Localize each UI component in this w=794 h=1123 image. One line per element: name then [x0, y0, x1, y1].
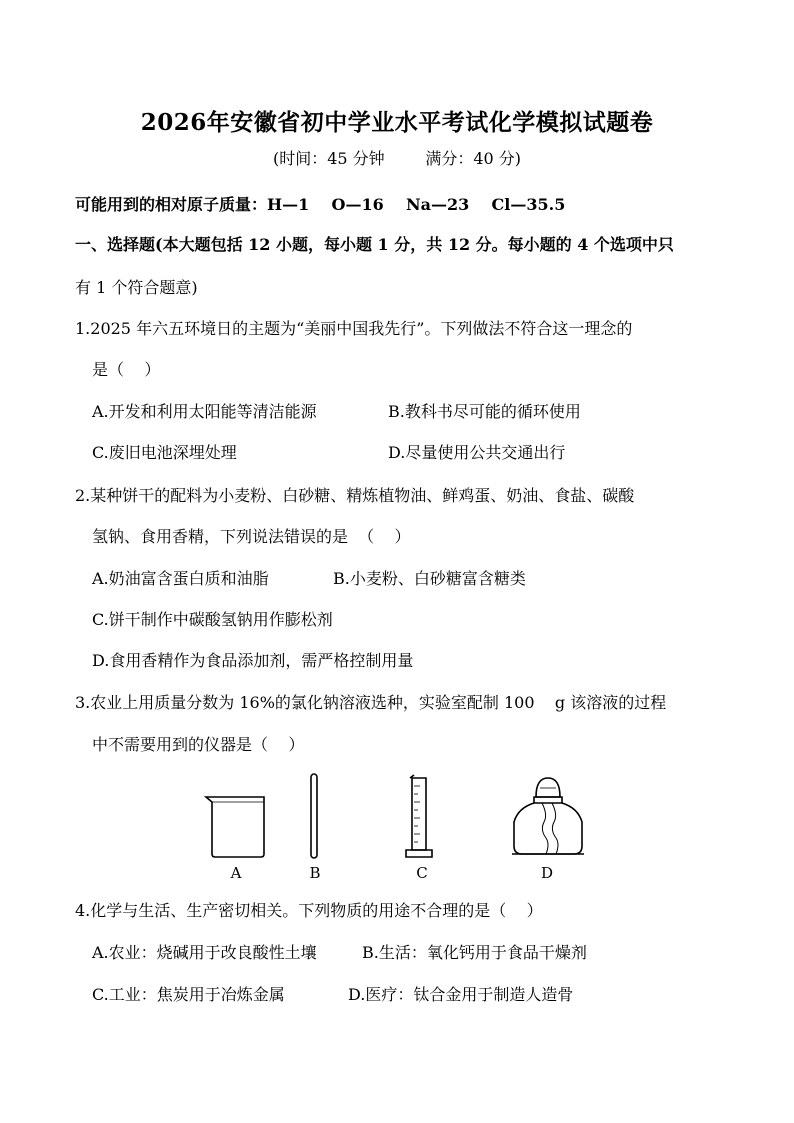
- figure-label-b: B: [309, 864, 321, 882]
- q1-option-a: A.开发和利用太阳能等清洁能源: [92, 402, 317, 421]
- q4-option-c: C.工业：焦炭用于冶炼金属: [92, 985, 285, 1004]
- q2-stem-line1: 2.某种饼干的配料为小麦粉、白砂糖、精炼植物油、鲜鸡蛋、奶油、食盐、碳酸: [75, 486, 635, 505]
- q4-option-a: A.农业：烧碱用于改良酸性土壤: [92, 943, 317, 962]
- q3-stem-line1: 3.农业上用质量分数为 16%的氯化钠溶液选种，实验室配制 100 g 该溶液的过程: [75, 693, 667, 712]
- figure-label-d: D: [540, 864, 554, 882]
- q1-stem-line1: 1.2025 年六五环境日的主题为“美丽中国我先行”。下列做法不符合这一理念的: [75, 319, 633, 338]
- figure-label-c: C: [416, 864, 428, 882]
- q1-option-d: D.尽量使用公共交通出行: [388, 443, 566, 462]
- q1-stem-line2: 是（ ）: [92, 360, 161, 379]
- alcohol-lamp-icon: [512, 778, 584, 854]
- beaker-icon: [206, 797, 264, 857]
- section-one-line2: 有 1 个符合题意): [75, 278, 198, 297]
- q1-option-b: B.教科书尽可能的循环使用: [388, 402, 581, 421]
- graduated-cylinder-icon: [406, 775, 432, 857]
- q3-instrument-figure: [196, 770, 596, 885]
- q2-option-c: C.饼干制作中碳酸氢钠用作膨松剂: [92, 610, 333, 629]
- exam-title: 2026年安徽省初中学业水平考试化学模拟试题卷: [140, 109, 654, 136]
- glass-rod-icon: [311, 774, 317, 858]
- q3-stem-line2: 中不需要用到的仪器是（ ）: [92, 735, 305, 754]
- q4-option-b: B.生活：氧化钙用于食品干燥剂: [362, 943, 587, 962]
- q2-option-d: D.食用香精作为食品添加剂，需严格控制用量: [92, 651, 414, 670]
- q4-stem-line1: 4.化学与生活、生产密切相关。下列物质的用途不合理的是（ ）: [75, 901, 543, 920]
- q2-option-a: A.奶油富含蛋白质和油脂: [92, 569, 269, 588]
- q2-option-b: B.小麦粉、白砂糖富含糖类: [333, 569, 526, 588]
- section-one-heading: [75, 232, 674, 255]
- section-one-line1: 一、选择题(本大题包括 12 小题，每小题 1 分，共 12 分。每小题的 4 个选项中只: [75, 235, 674, 254]
- figure-label-a: A: [230, 864, 242, 882]
- q1-option-c: C.废旧电池深埋处理: [92, 443, 237, 462]
- q2-stem-line2: 氢钠、食用香精，下列说法错误的是 （ ）: [92, 527, 411, 546]
- atomic-masses-line: 可能用到的相对原子质量：H—1 O—16 Na—23 Cl—35.5: [75, 195, 566, 214]
- q4-option-d: D.医疗：钛合金用于制造人造骨: [348, 985, 574, 1004]
- exam-subtitle: (时间：45 分钟 满分：40 分): [272, 149, 522, 168]
